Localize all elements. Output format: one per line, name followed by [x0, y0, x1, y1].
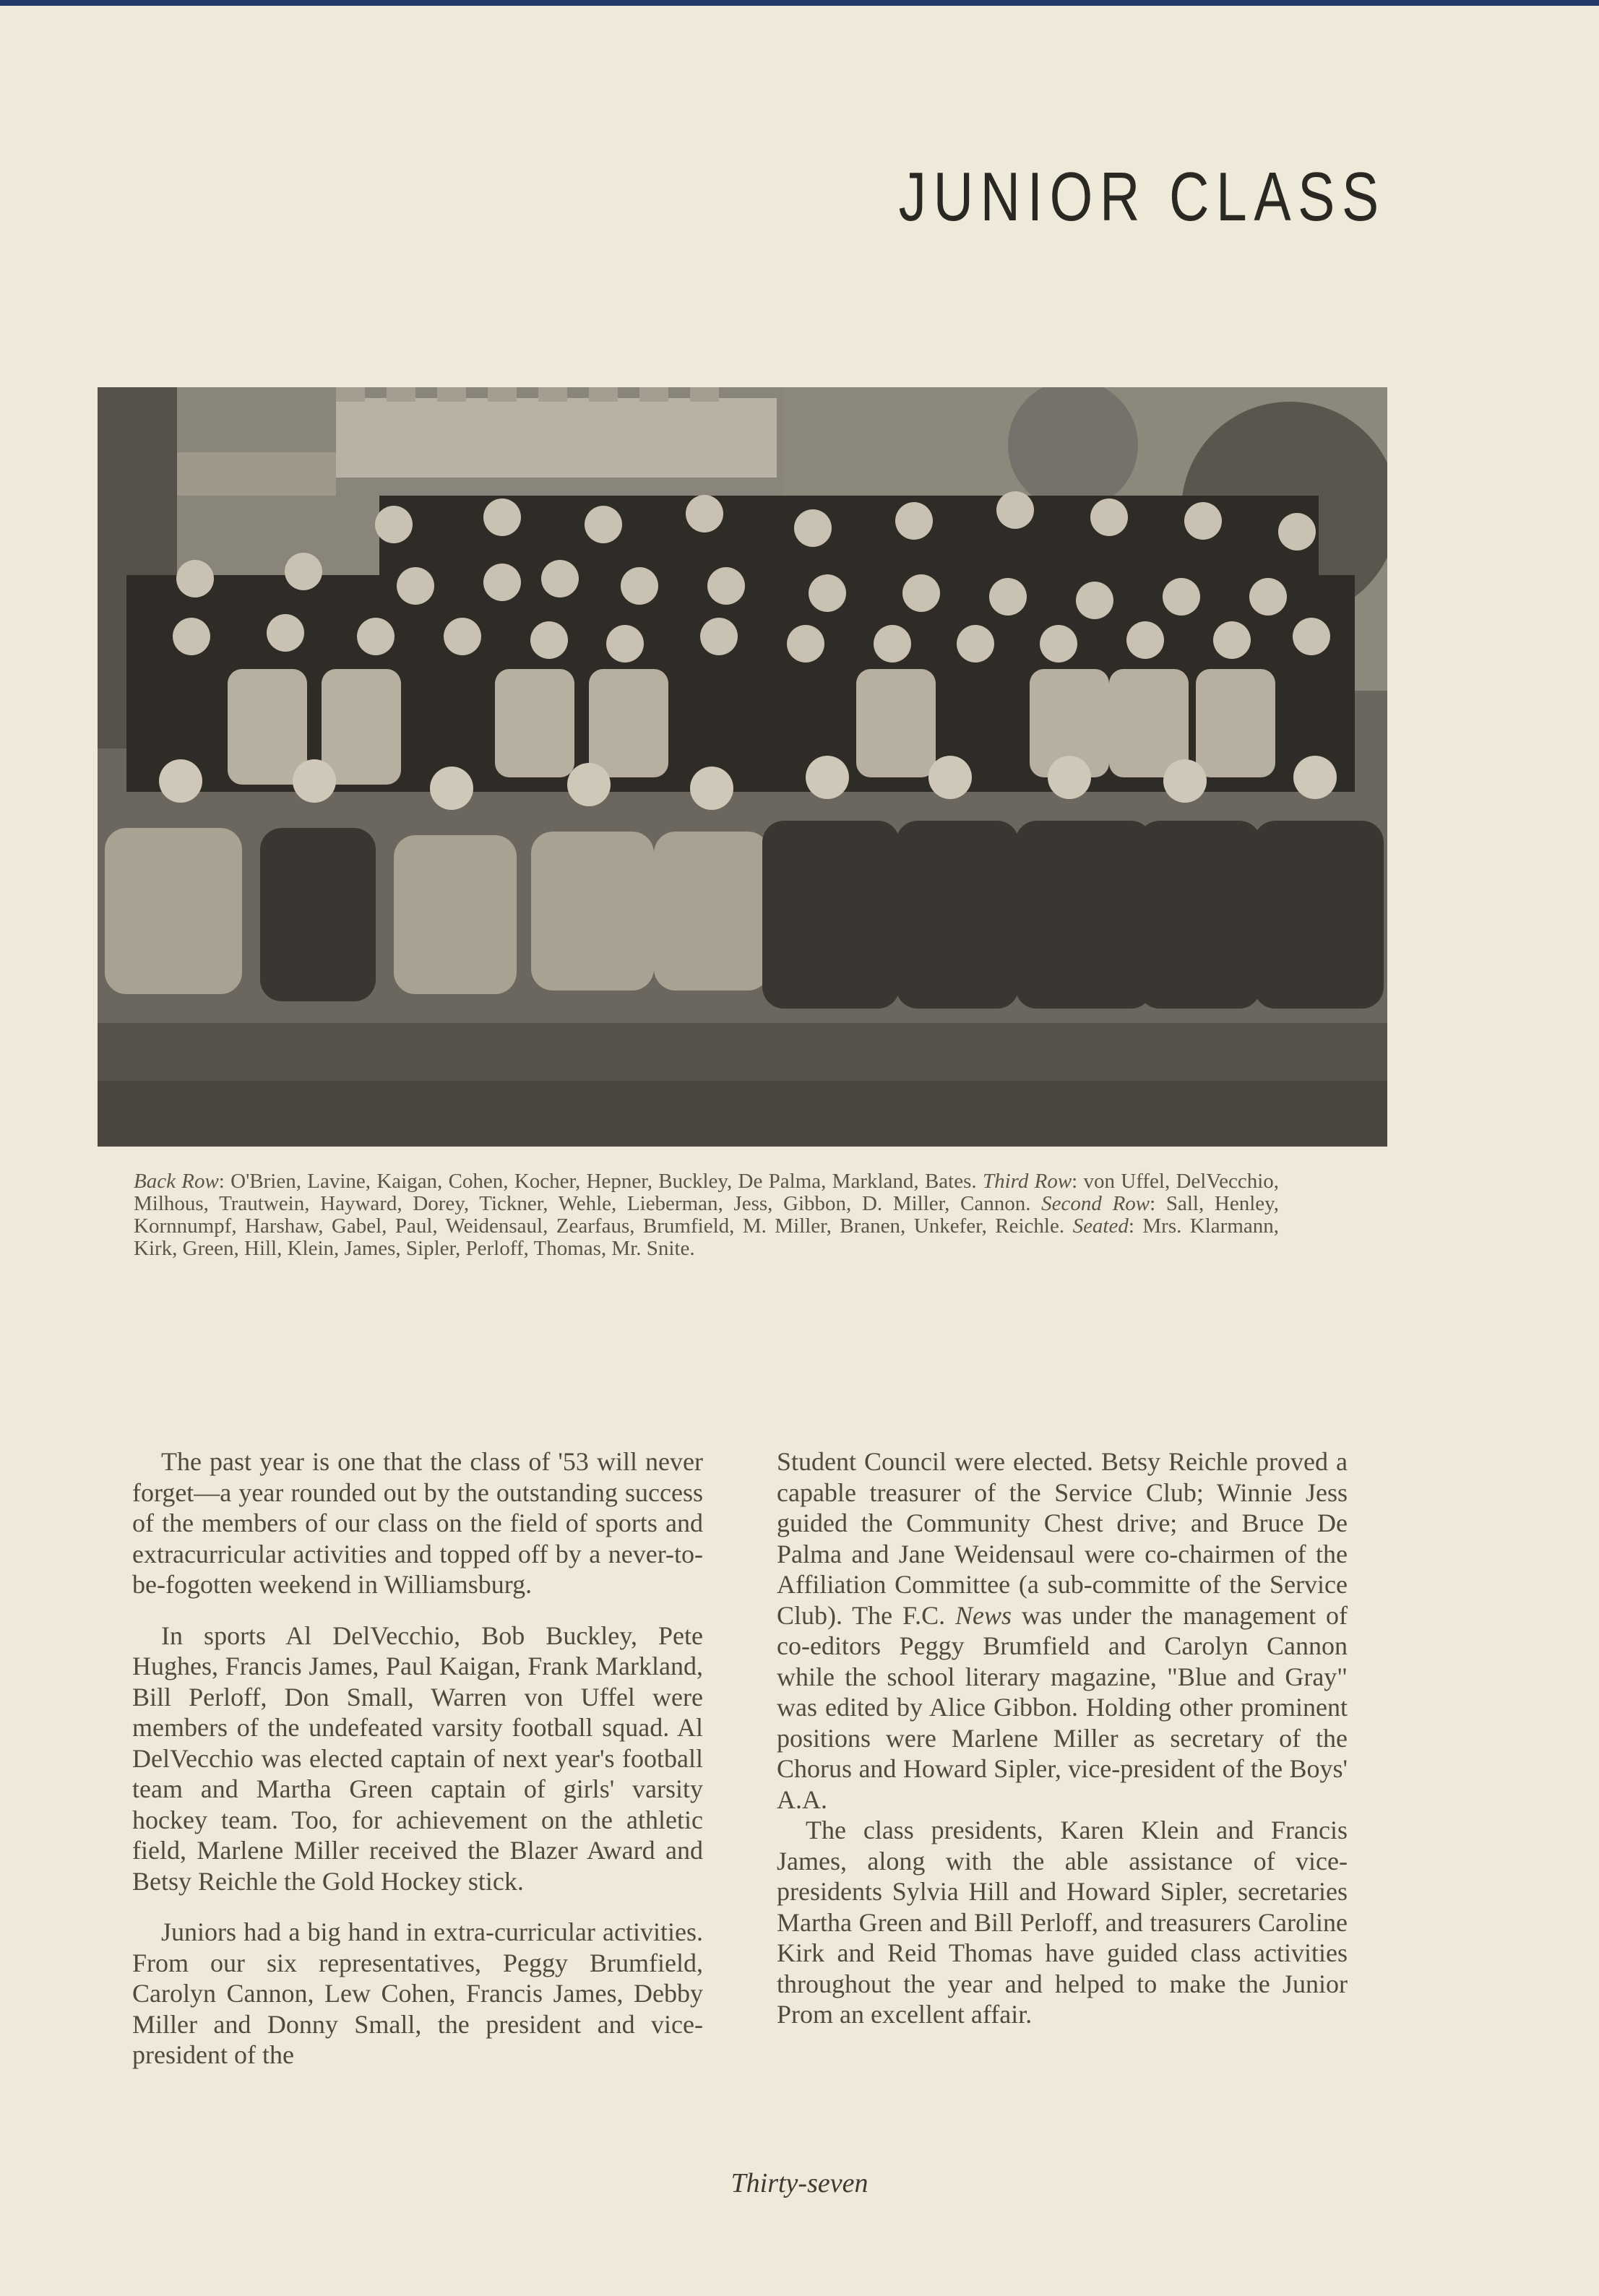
caption-seated-names: Mrs. Klarmann, Kirk, Green, Hill, Klein, James, Sipler, Perloff, Thomas, Mr. Snite. — [134, 1214, 1280, 1260]
body-column-left — [132, 1446, 703, 2091]
class-group-photo — [98, 387, 1387, 1147]
news-title: News — [954, 1600, 1012, 1630]
caption-back-row-label: Back Row — [134, 1170, 219, 1193]
group-photo-illustration — [98, 387, 1387, 1147]
paragraph-officers: The class presidents, Karen Klein and Francis James, along with the able assistance of vice-presidents Sylvia Hill and Howard Sipler, secretaries Martha Green and Bill Perloff, and treasurers Caroline Kirk and Reid Thomas have guided class activities throughout the year and helped to make the Junior Prom an excellent affair. — [777, 1816, 1348, 2029]
caption-third-row-names: von Uffel, DelVecchio, Milhous, Trautwein, Hayward, Dorey, Tickner, Wehle, Lieberman, Jess, Gibbon, D. Miller, Cannon. — [134, 1170, 1280, 1215]
page-title: JUNIOR CLASS — [898, 158, 1386, 236]
caption-second-row-label: Second Row — [1041, 1192, 1150, 1215]
paragraph-activities-continued — [777, 1446, 1348, 1815]
caption-colon: : — [1128, 1214, 1143, 1238]
caption-back-row-names: O'Brien, Lavine, Kaigan, Cohen, Kocher, Hepner, Buckley, De Palma, Markland, Bates. — [230, 1170, 977, 1193]
caption-colon: : — [218, 1170, 231, 1193]
caption-colon: : — [1072, 1170, 1084, 1193]
photo-caption — [134, 1170, 1279, 1260]
activities-text-a: Student Council were elected. Betsy Reichle proved a capable treasurer of the Service Club; Winnie Jess guided the Community Chest drive; and Bruce De Palma and Jane Weidensaul were co-chairmen of the Affiliation Committee (a sub-committe of the Service Club). The F.C. — [777, 1447, 1348, 1630]
page-number: Thirty-seven — [730, 2168, 869, 2198]
caption-colon: : — [1150, 1192, 1166, 1215]
page-top-rule — [0, 0, 1599, 6]
body-column-right — [777, 1446, 1348, 2030]
caption-second-row-names: Sall, Henley, Kornnumpf, Harshaw, Gabel, Paul, Weidensaul, Zearfaus, Brumfield, M. Miller, Branen, Unkefer, Reichle. — [134, 1192, 1279, 1238]
paragraph-activities: Juniors had a big hand in extra-curricular activities. From our six representatives, Peggy Brumfield, Carolyn Cannon, Lew Cohen, Francis James, Debby Miller and Donny Small, the president and vice-president of the — [132, 1917, 703, 2069]
caption-seated-label: Seated — [1072, 1214, 1129, 1238]
paragraph-intro: The past year is one that the class of '53 will never forget—a year rounded out by the outstanding success of the members of our class on the field of sports and extracurricular activities and topped off by a never-to-be-fogotten weekend in Williamsburg. — [132, 1447, 703, 1599]
activities-text-b: was under the management of co-editors Peggy Brumfield and Carolyn Cannon while the school literary magazine, "Blue and Gray" was edited by Alice Gibbon. Holding other prominent positions were Marlene Miller as secretary of the Chorus and Howard Sipler, vice-president of the Boys' A.A. — [777, 1600, 1348, 1814]
paragraph-sports: In sports Al DelVecchio, Bob Buckley, Pete Hughes, Francis James, Paul Kaigan, Frank Markland, Bill Perloff, Don Small, Warren von Uffel were members of the undefeated varsity football squad. Al DelVecchio was elected captain of next year's football team and Martha Green captain of girls' varsity hockey team. Too, for achievement on the athletic field, Marlene Miller received the Blazer Award and Betsy Reichle the Gold Hockey stick. — [132, 1620, 703, 1896]
caption-third-row-label: Third Row — [982, 1170, 1072, 1193]
